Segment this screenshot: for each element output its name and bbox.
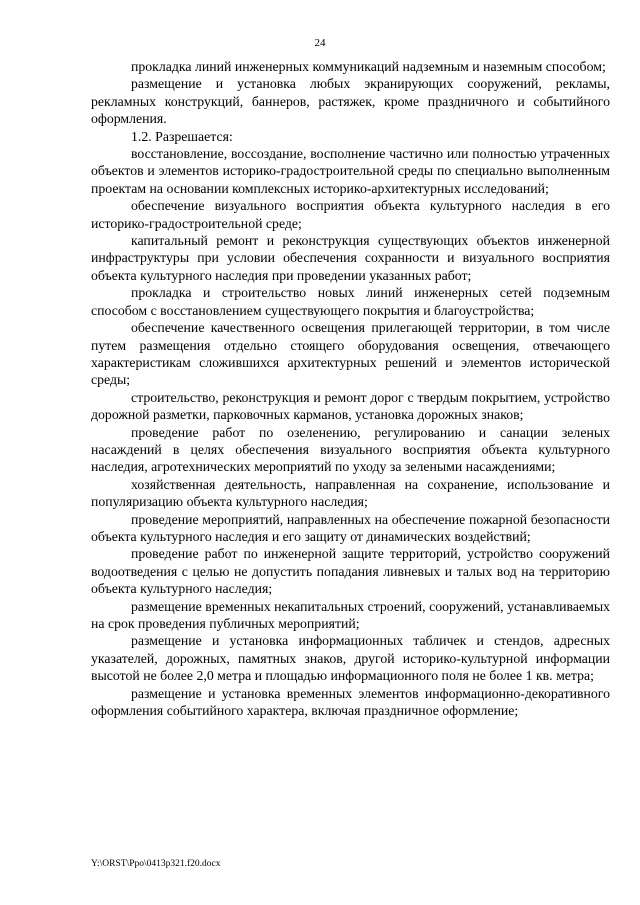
paragraph: прокладка линий инженерных коммуникаций надземным и наземным способом; xyxy=(131,59,606,74)
paragraph: размещение и установка любых экранирующих сооружений, рекламы, рекламных конструкций, баннеров, растяжек, кроме праздничного и событийного оформления. xyxy=(91,76,610,127)
paragraph: прокладка и строительство новых линий инженерных сетей подземным способом с восстановлением существующего покрытия и благоустройства; xyxy=(91,285,610,318)
paragraph: строительство, реконструкция и ремонт дорог с твердым покрытием, устройство дорожной разметки, парковочных карманов, установка дорожных знаков; xyxy=(91,389,610,423)
file-path-footer: Y:\ORST\Ppo\0413p321.f20.docx xyxy=(91,859,221,869)
page-number: 24 xyxy=(314,37,326,49)
paragraph: восстановление, воссоздание, восполнение частично или полностью утраченных объектов и элементов историко-градостроительной среды по специально выполненным проектам на основании комплексных историко-архитектурных исследований; xyxy=(91,146,610,196)
paragraph: проведение работ по инженерной защите территорий, устройство сооружений водоотведения с целью не допустить попадания ливневых и талых вод на территорию объекта культурного наследия; xyxy=(91,546,610,597)
paragraph: проведение мероприятий, направленных на обеспечение пожарной безопасности объекта культурного наследия и его защиту от динамических воздействий; xyxy=(91,511,610,544)
paragraph: размещение и установка временных элементов информационно-декоративного оформления событийного характера, включая праздничное оформление; xyxy=(91,685,610,719)
section-heading: 1.2. Разрешается: xyxy=(131,128,233,144)
paragraph: хозяйственная деятельность, направленная на сохранение, использование и популяризацию объекта культурного наследия; xyxy=(91,476,610,510)
paragraph: капитальный ремонт и реконструкция существующих объектов инженерной инфраструктуры при условии обеспечения сохранности и визуального восприятия объекта культурного наследия при проведении указанных работ; xyxy=(91,233,610,283)
paragraph: обеспечение визуального восприятия объекта культурного наследия в его историко-градостроительной среде; xyxy=(91,198,610,231)
paragraph: размещение временных некапитальных строений, сооружений, устанавливаемых на срок проведения публичных мероприятий; xyxy=(91,598,610,631)
body-text xyxy=(91,58,610,719)
paragraph: размещение и установка информационных табличек и стендов, адресных указателей, дорожных, памятных знаков, другой историко-культурной информации высотой не более 2,0 метра и площадью информационного поля не более 1 кв. метра; xyxy=(91,633,610,684)
paragraph: проведение работ по озеленению, регулированию и санации зеленых насаждений в целях обеспечения визуального восприятия объекта культурного наследия, агротехнических мероприятий по уходу за зелеными насаждениями; xyxy=(91,424,610,475)
paragraph: обеспечение качественного освещения прилегающей территории, в том числе путем размещения отдельно стоящего оборудования освещения, отвечающего характеристикам сложившихся архитектурных решений и элементов исторической среды; xyxy=(91,320,610,388)
